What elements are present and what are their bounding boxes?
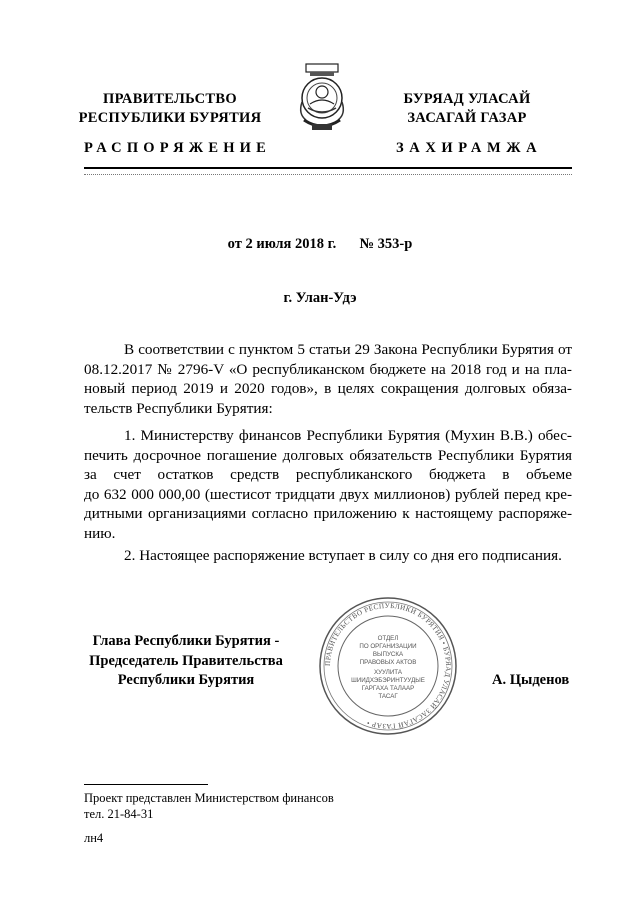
seal-center-line: ШИИДХЭБЭРИНТУУДЫЕ [351,677,425,684]
header-dotted-divider [84,174,572,176]
header-right-line1: БУРЯАД УЛАСАЙ [403,91,531,107]
footer-divider [84,784,208,785]
header-left-line2: РЕСПУБЛИКИ БУРЯТИЯ [78,110,262,126]
header-divider [84,167,572,169]
intro-paragraph [84,340,572,418]
seal-center-line: ОТДЕЛ [377,635,399,642]
intro-line: новый период 2019 и 2020 годов», в целях сокращения долговых обяза- [84,380,572,397]
city: г. Улан-Удэ [283,290,357,306]
intro-line: 08.12.2017 № 2796-V «О республиканском бюджете на 2018 год и на пла- [84,360,572,378]
item-2-paragraph [84,546,572,566]
intro-line: В соответствии с пунктом 5 статьи 29 Закона Республики Бурятия от [124,341,572,358]
intro-line: тельств Республики Бурятия: [84,399,273,417]
date-number-line [0,236,640,253]
doc-type-left: РАСПОРЯЖЕНИЕ [84,140,272,156]
signatory-title-line: Республики Бурятия [117,672,255,688]
item-1-line: до 632 000 000,00 (шестисот тридцати двух миллионов) рублей перед кре- [84,485,572,503]
header-left-line1: ПРАВИТЕЛЬСТВО [103,91,237,107]
seal-center-line: ВЫПУСКА [372,651,404,658]
signatory-name: А. Цыденов [492,672,570,688]
seal-center-line: ПО ОРГАНИЗАЦИИ [359,643,417,650]
item-1-paragraph [84,426,572,543]
item-2-line: 2. Настоящее распоряжение вступает в силу со дня его подписания. [124,547,562,564]
signatory-title-line: Глава Республики Бурятия - [92,633,280,649]
official-seal [318,596,458,736]
svg-text:ПРАВИТЕЛЬСТВО РЕСПУБЛИКИ БУРЯТ [324,602,452,730]
seal-center-line: ТАСАГ [378,693,398,700]
footer-prepared-by: Проект представлен Министерством финансов [84,791,334,805]
order-number: № 353-р [359,236,413,252]
item-1-line: печить досрочное погашение долговых обязательств Республики Бурятия [84,446,572,464]
order-date: от 2 июля 2018 г. [227,236,337,252]
footer-phone: тел. 21-84-31 [84,807,154,821]
header-left [70,90,270,128]
signatory-title [70,632,302,691]
seal-ring-text: ПРАВИТЕЛЬСТВО РЕСПУБЛИКИ БУРЯТИЯ • БУРЯАД УЛАСАЙ ЗАСАГАЙ ГАЗАР • [323,601,453,731]
header-right-line2: ЗАСАГАЙ ГАЗАР [407,110,527,126]
doc-type-right: ЗАХИРАМЖА [396,140,543,156]
item-1-line: за счет остатков средств республиканского бюджета в объеме [84,466,572,483]
republic-emblem-icon [296,62,348,136]
seal-center-line: ХУУЛИТА [374,669,402,676]
header-right [362,90,572,128]
item-1-line: 1. Министерству финансов Республики Бурятия (Мухин В.В.) обес- [124,427,572,444]
footer-code: лн4 [84,831,104,845]
signatory-title-line: Председатель Правительства [89,652,283,669]
seal-center-line: ПРАВОВЫХ АКТОВ [359,659,417,666]
item-1-line: дитными организациями согласно приложению к настоящему распоряже- [84,505,572,522]
seal-center-line: ГАРГАХА ТАЛААР [361,685,415,692]
item-1-line: нию. [84,524,116,542]
